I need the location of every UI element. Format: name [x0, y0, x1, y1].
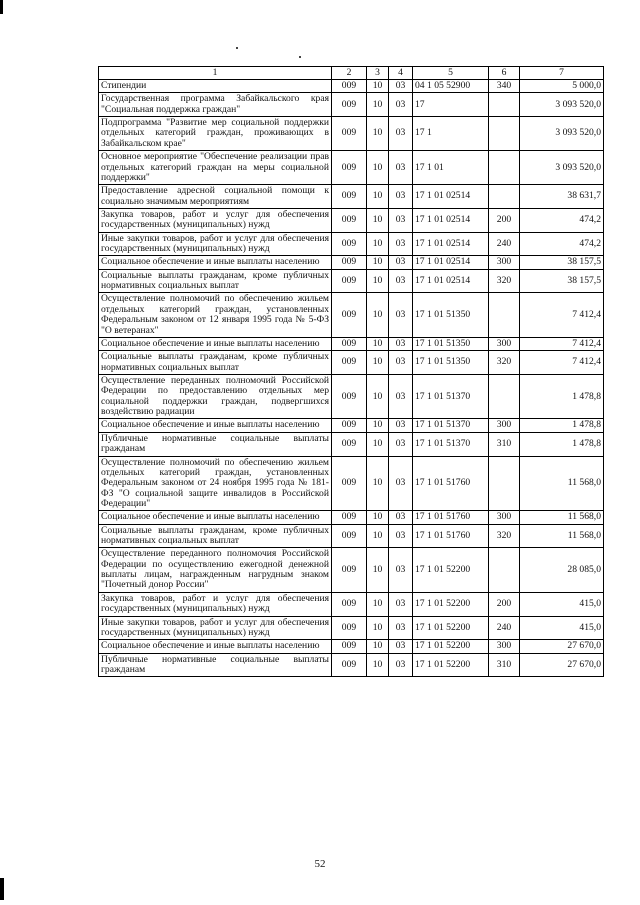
- target-item-cell: 17 1 01 02514: [413, 232, 489, 256]
- subsection-cell: 03: [389, 151, 413, 185]
- row-name-cell: Социальное обеспечение и иные выплаты населению: [99, 419, 332, 432]
- amount-cell: 38 157,5: [520, 269, 604, 293]
- ministry-code-cell: 009: [332, 548, 367, 592]
- expense-type-cell: 320: [489, 524, 520, 548]
- row-name-cell: Публичные нормативные социальные выплаты гражданам: [99, 653, 332, 677]
- ministry-code-cell: 009: [332, 419, 367, 432]
- subsection-cell: 03: [389, 337, 413, 350]
- amount-cell: 7 412,4: [520, 293, 604, 337]
- header-cell: 4: [389, 67, 413, 80]
- section-cell: 10: [367, 456, 389, 511]
- row-name-cell: Государственная программа Забайкальского края "Социальная поддержка граждан": [99, 93, 332, 117]
- table-row: [99, 117, 604, 151]
- row-name-cell: Подпрограмма "Развитие мер социальной поддержки отдельных категорий граждан, проживающих в Забайкальском крае": [99, 117, 332, 151]
- subsection-cell: 03: [389, 592, 413, 616]
- row-name-cell: Предоставление адресной социальной помощи к социально значимым мероприятиям: [99, 185, 332, 209]
- section-cell: 10: [367, 337, 389, 350]
- expense-type-cell: 240: [489, 616, 520, 640]
- section-cell: 10: [367, 432, 389, 456]
- section-cell: 10: [367, 269, 389, 293]
- section-cell: 10: [367, 616, 389, 640]
- expense-type-cell: [489, 151, 520, 185]
- subsection-cell: 03: [389, 117, 413, 151]
- table-row: [99, 151, 604, 185]
- expense-type-cell: 200: [489, 592, 520, 616]
- table-row: [99, 351, 604, 375]
- expense-type-cell: 240: [489, 232, 520, 256]
- amount-cell: 415,0: [520, 592, 604, 616]
- table-row: [99, 511, 604, 524]
- section-cell: 10: [367, 592, 389, 616]
- table-row: [99, 548, 604, 592]
- target-item-cell: 17 1 01 51370: [413, 419, 489, 432]
- subsection-cell: 03: [389, 548, 413, 592]
- header-cell: 7: [520, 67, 604, 80]
- target-item-cell: 17 1: [413, 117, 489, 151]
- expense-type-cell: 200: [489, 208, 520, 232]
- ministry-code-cell: 009: [332, 256, 367, 269]
- scan-speck: [299, 56, 301, 58]
- table-row: [99, 293, 604, 337]
- expense-type-cell: [489, 293, 520, 337]
- row-name-cell: Основное мероприятие "Обеспечение реализации прав отдельных категорий граждан на меры социальной поддержки": [99, 151, 332, 185]
- header-cell: 5: [413, 67, 489, 80]
- expense-type-cell: [489, 185, 520, 209]
- expense-type-cell: 320: [489, 351, 520, 375]
- target-item-cell: 17 1 01 51350: [413, 293, 489, 337]
- row-name-cell: Публичные нормативные социальные выплаты гражданам: [99, 432, 332, 456]
- expense-type-cell: 300: [489, 337, 520, 350]
- row-name-cell: Социальное обеспечение и иные выплаты населению: [99, 337, 332, 350]
- ministry-code-cell: 009: [332, 456, 367, 511]
- subsection-cell: 03: [389, 269, 413, 293]
- amount-cell: 1 478,8: [520, 432, 604, 456]
- table-row: [99, 432, 604, 456]
- header-cell: 2: [332, 67, 367, 80]
- subsection-cell: 03: [389, 80, 413, 93]
- expense-type-cell: 320: [489, 269, 520, 293]
- table-row: [99, 185, 604, 209]
- ministry-code-cell: 009: [332, 151, 367, 185]
- page-number: 52: [314, 858, 326, 870]
- target-item-cell: 17 1 01 51760: [413, 511, 489, 524]
- row-name-cell: Закупка товаров, работ и услуг для обеспечения государственных (муниципальных) нужд: [99, 592, 332, 616]
- amount-cell: 415,0: [520, 616, 604, 640]
- amount-cell: 27 670,0: [520, 640, 604, 653]
- section-cell: 10: [367, 351, 389, 375]
- section-cell: 10: [367, 117, 389, 151]
- row-name-cell: Социальное обеспечение и иные выплаты населению: [99, 640, 332, 653]
- subsection-cell: 03: [389, 511, 413, 524]
- target-item-cell: 17 1 01 02514: [413, 256, 489, 269]
- expense-type-cell: 310: [489, 653, 520, 677]
- table-row: [99, 337, 604, 350]
- target-item-cell: 17: [413, 93, 489, 117]
- row-name-cell: Социальное обеспечение и иные выплаты населению: [99, 256, 332, 269]
- table-row: [99, 232, 604, 256]
- ministry-code-cell: 009: [332, 93, 367, 117]
- section-cell: 10: [367, 232, 389, 256]
- target-item-cell: 17 1 01: [413, 151, 489, 185]
- amount-cell: 38 631,7: [520, 185, 604, 209]
- row-name-cell: Социальные выплаты гражданам, кроме публичных нормативных социальных выплат: [99, 269, 332, 293]
- ministry-code-cell: 009: [332, 374, 367, 418]
- budget-table: [98, 66, 604, 677]
- ministry-code-cell: 009: [332, 208, 367, 232]
- amount-cell: 7 412,4: [520, 351, 604, 375]
- ministry-code-cell: 009: [332, 269, 367, 293]
- table-row: [99, 653, 604, 677]
- ministry-code-cell: 009: [332, 117, 367, 151]
- subsection-cell: 03: [389, 616, 413, 640]
- table-row: [99, 269, 604, 293]
- target-item-cell: 17 1 01 51370: [413, 432, 489, 456]
- table-row: [99, 374, 604, 418]
- scan-edge-mark-bottom: [0, 878, 4, 900]
- section-cell: 10: [367, 80, 389, 93]
- expense-type-cell: 300: [489, 419, 520, 432]
- expense-type-cell: [489, 93, 520, 117]
- ministry-code-cell: 009: [332, 232, 367, 256]
- section-cell: 10: [367, 151, 389, 185]
- subsection-cell: 03: [389, 351, 413, 375]
- subsection-cell: 03: [389, 524, 413, 548]
- subsection-cell: 03: [389, 185, 413, 209]
- section-cell: 10: [367, 524, 389, 548]
- row-name-cell: Осуществление полномочий по обеспечению жильем отдельных категорий граждан, установленных Федеральным законом от 24 ноября 1995 года № 181-ФЗ "О социальной защите инвалидов в Российской Федерации": [99, 456, 332, 511]
- expense-type-cell: 340: [489, 80, 520, 93]
- table-row: [99, 524, 604, 548]
- target-item-cell: 04 1 05 52900: [413, 80, 489, 93]
- subsection-cell: 03: [389, 232, 413, 256]
- expense-type-cell: 300: [489, 511, 520, 524]
- section-cell: 10: [367, 93, 389, 117]
- amount-cell: 11 568,0: [520, 511, 604, 524]
- target-item-cell: 17 1 01 02514: [413, 269, 489, 293]
- amount-cell: 5 000,0: [520, 80, 604, 93]
- target-item-cell: 17 1 01 52200: [413, 640, 489, 653]
- row-name-cell: Закупка товаров, работ и услуг для обеспечения государственных (муниципальных) нужд: [99, 208, 332, 232]
- expense-type-cell: [489, 548, 520, 592]
- amount-cell: 3 093 520,0: [520, 151, 604, 185]
- ministry-code-cell: 009: [332, 432, 367, 456]
- section-cell: 10: [367, 208, 389, 232]
- section-cell: 10: [367, 640, 389, 653]
- target-item-cell: 17 1 01 52200: [413, 653, 489, 677]
- expense-type-cell: [489, 374, 520, 418]
- row-name-cell: Осуществление переданного полномочия Российской Федерации по осуществлению ежегодной денежной выплаты лицам, награжденным нагрудным знаком "Почетный донор России": [99, 548, 332, 592]
- section-cell: 10: [367, 374, 389, 418]
- section-cell: 10: [367, 419, 389, 432]
- section-cell: 10: [367, 185, 389, 209]
- target-item-cell: 17 1 01 52200: [413, 616, 489, 640]
- amount-cell: 38 157,5: [520, 256, 604, 269]
- ministry-code-cell: 009: [332, 185, 367, 209]
- expense-type-cell: [489, 117, 520, 151]
- ministry-code-cell: 009: [332, 653, 367, 677]
- row-name-cell: Осуществление полномочий по обеспечению жильем отдельных категорий граждан, установленных Федеральным законом от 12 января 1995 года № 5-ФЗ "О ветеранах": [99, 293, 332, 337]
- ministry-code-cell: 009: [332, 293, 367, 337]
- subsection-cell: 03: [389, 93, 413, 117]
- ministry-code-cell: 009: [332, 592, 367, 616]
- table-row: [99, 616, 604, 640]
- ministry-code-cell: 009: [332, 337, 367, 350]
- ministry-code-cell: 009: [332, 616, 367, 640]
- subsection-cell: 03: [389, 374, 413, 418]
- expense-type-cell: [489, 456, 520, 511]
- target-item-cell: 17 1 01 51760: [413, 524, 489, 548]
- ministry-code-cell: 009: [332, 524, 367, 548]
- target-item-cell: 17 1 01 02514: [413, 185, 489, 209]
- subsection-cell: 03: [389, 256, 413, 269]
- section-cell: 10: [367, 256, 389, 269]
- amount-cell: 11 568,0: [520, 524, 604, 548]
- target-item-cell: 17 1 01 51760: [413, 456, 489, 511]
- expense-type-cell: 300: [489, 256, 520, 269]
- scan-edge-mark-top: [0, 0, 3, 14]
- subsection-cell: 03: [389, 208, 413, 232]
- section-cell: 10: [367, 511, 389, 524]
- table-row: [99, 592, 604, 616]
- row-name-cell: Осуществление переданных полномочий Российской Федерации по предоставлению отдельных мер социальной поддержки граждан, подвергшихся воздействию радиации: [99, 374, 332, 418]
- target-item-cell: 17 1 01 51370: [413, 374, 489, 418]
- amount-cell: 28 085,0: [520, 548, 604, 592]
- table-row: [99, 419, 604, 432]
- expense-type-cell: 300: [489, 640, 520, 653]
- row-name-cell: Иные закупки товаров, работ и услуг для обеспечения государственных (муниципальных) нужд: [99, 232, 332, 256]
- amount-cell: 3 093 520,0: [520, 117, 604, 151]
- amount-cell: 7 412,4: [520, 337, 604, 350]
- row-name-cell: Социальные выплаты гражданам, кроме публичных нормативных социальных выплат: [99, 351, 332, 375]
- target-item-cell: 17 1 01 02514: [413, 208, 489, 232]
- row-name-cell: Социальные выплаты гражданам, кроме публичных нормативных социальных выплат: [99, 524, 332, 548]
- section-cell: 10: [367, 548, 389, 592]
- header-cell: 3: [367, 67, 389, 80]
- subsection-cell: 03: [389, 432, 413, 456]
- target-item-cell: 17 1 01 51350: [413, 351, 489, 375]
- scan-speck: [236, 47, 238, 49]
- row-name-cell: Стипендии: [99, 80, 332, 93]
- amount-cell: 474,2: [520, 232, 604, 256]
- ministry-code-cell: 009: [332, 80, 367, 93]
- ministry-code-cell: 009: [332, 351, 367, 375]
- subsection-cell: 03: [389, 419, 413, 432]
- target-item-cell: 17 1 01 52200: [413, 548, 489, 592]
- subsection-cell: 03: [389, 293, 413, 337]
- section-cell: 10: [367, 653, 389, 677]
- subsection-cell: 03: [389, 456, 413, 511]
- amount-cell: 3 093 520,0: [520, 93, 604, 117]
- subsection-cell: 03: [389, 653, 413, 677]
- table-row: [99, 456, 604, 511]
- table-row: [99, 93, 604, 117]
- table-header-row: [99, 67, 604, 80]
- amount-cell: 1 478,8: [520, 374, 604, 418]
- expense-type-cell: 310: [489, 432, 520, 456]
- table-row: [99, 640, 604, 653]
- amount-cell: 11 568,0: [520, 456, 604, 511]
- ministry-code-cell: 009: [332, 640, 367, 653]
- section-cell: 10: [367, 293, 389, 337]
- amount-cell: 27 670,0: [520, 653, 604, 677]
- header-cell: 1: [99, 67, 332, 80]
- table-row: [99, 80, 604, 93]
- row-name-cell: Социальное обеспечение и иные выплаты населению: [99, 511, 332, 524]
- row-name-cell: Иные закупки товаров, работ и услуг для обеспечения государственных (муниципальных) нужд: [99, 616, 332, 640]
- subsection-cell: 03: [389, 640, 413, 653]
- amount-cell: 474,2: [520, 208, 604, 232]
- target-item-cell: 17 1 01 52200: [413, 592, 489, 616]
- table-row: [99, 208, 604, 232]
- target-item-cell: 17 1 01 51350: [413, 337, 489, 350]
- table-row: [99, 256, 604, 269]
- amount-cell: 1 478,8: [520, 419, 604, 432]
- ministry-code-cell: 009: [332, 511, 367, 524]
- header-cell: 6: [489, 67, 520, 80]
